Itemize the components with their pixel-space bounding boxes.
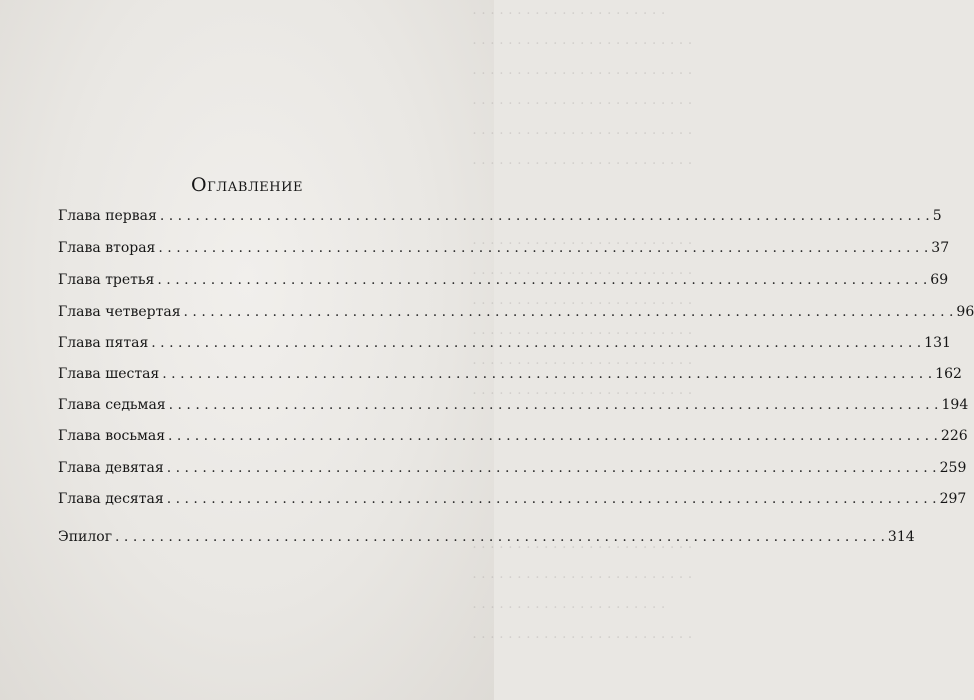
toc-entry-page: 162 xyxy=(935,366,962,382)
toc-entry[interactable] xyxy=(58,488,967,510)
toc-entry-label: Глава восьмая xyxy=(58,428,166,444)
toc-dot-leader xyxy=(162,363,932,385)
toc-entry-label: Эпилог xyxy=(58,529,113,545)
toc-dot-leader xyxy=(151,332,921,354)
toc-entry-label: Глава шестая xyxy=(58,366,160,382)
toc-entry[interactable] xyxy=(58,269,949,291)
toc-entry-page: 194 xyxy=(941,397,969,413)
toc-dot-leader xyxy=(167,457,937,479)
toc-entry-page: 131 xyxy=(924,335,951,351)
toc-entry[interactable] xyxy=(58,301,974,323)
toc-entry-label: Глава четвертая xyxy=(58,304,181,320)
toc-entry-label: Глава пятая xyxy=(58,335,149,351)
toc-dot-leader xyxy=(160,205,930,227)
toc-dot-leader xyxy=(169,394,939,416)
toc-entry[interactable] xyxy=(58,237,950,259)
toc-entry-label: Глава седьмая xyxy=(58,397,166,413)
toc-entry[interactable] xyxy=(58,363,962,385)
toc-entry-label: Глава вторая xyxy=(58,240,156,256)
bleed-through-texture: · · · · · · · · · · · · · · · · · · · · · · · · · · · · · · · · · · · · · · · · · · · · · · · · · · · · · · · · · · · · · · · · · · · · · · · · · · · · · · · · · · · · · · · · · · · · · · · · · · · · · · · · · · · · · · · · · · · · · · · · · · · · · · · · · · · · · · · · · · · · · · · · · · · · · · · · · · · · · · · · · · · · · · · · · · · · · · · · · · · · · · · · · · · · · · · · · · · · · · · · · · · · · · · · · · · · · · · · · · · · · · · · · · · · · · · · · · · · · · · · · · · · · · · · · · · · · · · · · · · · · · · · · · · · · · · · · · · · · · · · · · · · · · · · · · · · · · · · · · · · · · · · · · · · · · · · · · · · · · · · · · · · · · · · · · · · · · · · · · · · · · · · · · · · · · · · · · · · · · · · · · · · · · · · · · · · · · · · · · · · · · · · · · · · · · · · · · xyxy=(472,6,693,646)
toc-dot-leader xyxy=(115,526,885,548)
toc-entry[interactable] xyxy=(58,457,967,479)
toc-entry-label: Глава десятая xyxy=(58,491,164,507)
toc-dot-leader xyxy=(168,425,938,447)
toc-entry-page: 314 xyxy=(887,529,915,545)
toc-entry-page: 226 xyxy=(940,428,968,444)
toc-dot-leader xyxy=(184,301,954,323)
toc-entry-label: Глава девятая xyxy=(58,460,164,476)
toc-entry-page: 259 xyxy=(939,460,967,476)
toc-entry-label: Глава третья xyxy=(58,272,155,288)
toc-dot-leader xyxy=(158,237,928,259)
toc-entry[interactable] xyxy=(58,332,951,354)
toc-entry[interactable] xyxy=(58,425,968,447)
toc-entry-label: Глава первая xyxy=(58,208,157,224)
toc-entry-page: 69 xyxy=(930,272,949,288)
toc-entry[interactable] xyxy=(58,526,915,548)
toc-dot-leader xyxy=(157,269,927,291)
toc-entry-page: 297 xyxy=(939,491,967,507)
toc-dot-leader xyxy=(167,488,937,510)
toc-entry[interactable] xyxy=(58,394,969,416)
toc-heading: Оглавление xyxy=(191,174,303,196)
toc-entry-page: 96 xyxy=(956,304,974,320)
toc-entry[interactable] xyxy=(58,205,942,227)
toc-entry-page: 5 xyxy=(932,208,942,224)
toc-entry-page: 37 xyxy=(931,240,950,256)
